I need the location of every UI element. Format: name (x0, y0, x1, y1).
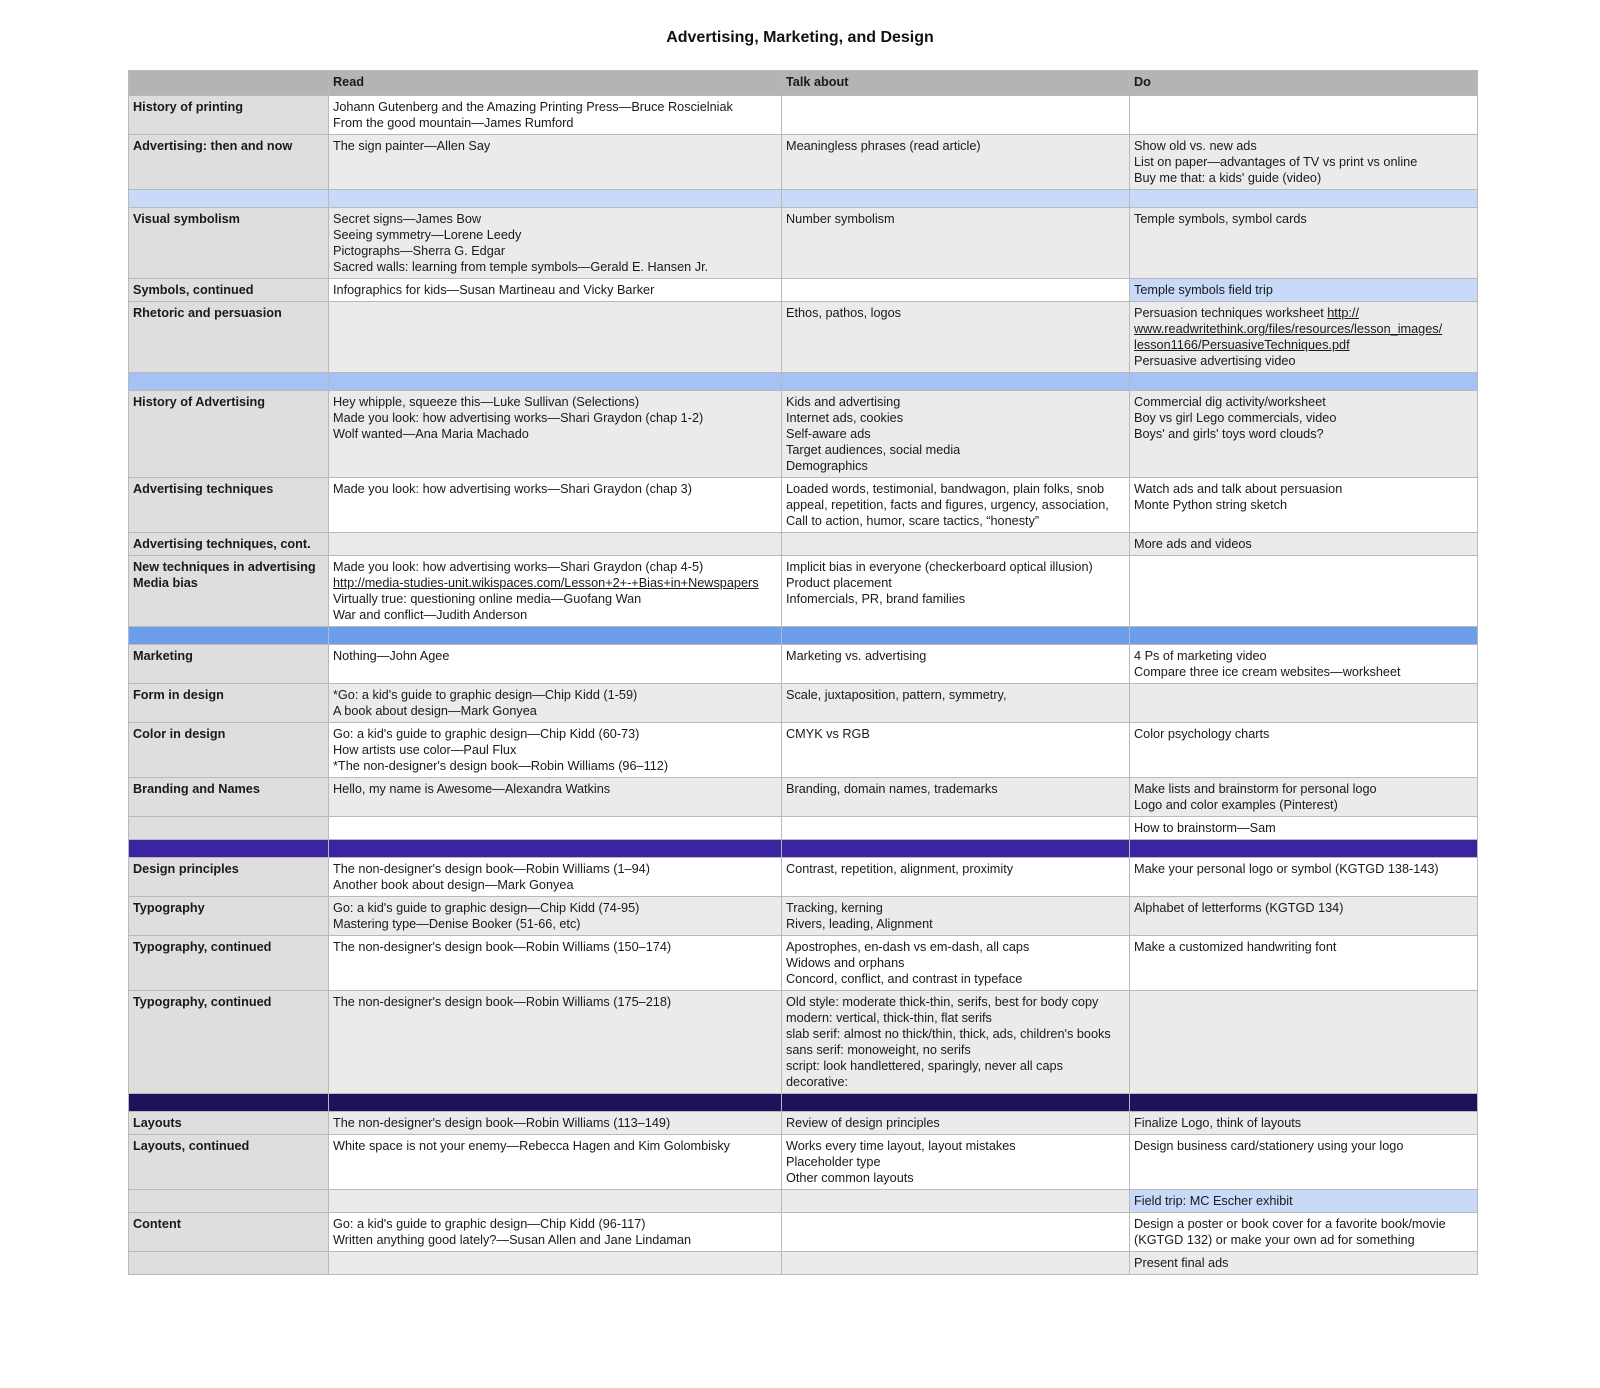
topic-line: New techniques in advertising (133, 560, 316, 574)
talk-cell (782, 817, 1130, 840)
table-body (129, 71, 1478, 1275)
talk-line: decorative: (786, 1075, 849, 1089)
do-cell (1130, 279, 1478, 302)
talk-line: Tracking, kerning (786, 901, 883, 915)
do-line: Make a customized handwriting font (1134, 940, 1337, 954)
header-row (129, 71, 1478, 96)
divider-cell (782, 1094, 1130, 1112)
topic-line: Typography, continued (133, 940, 272, 954)
do-line: Persuasion techniques worksheet http:// (1134, 306, 1359, 320)
read-line: How artists use color—Paul Flux (333, 743, 517, 757)
do-cell (1130, 96, 1478, 135)
document-title: Advertising, Marketing, and Design (666, 29, 934, 46)
read-cell (329, 817, 782, 840)
read-cell (329, 723, 782, 778)
topic-cell (129, 991, 329, 1094)
talk-cell (782, 1252, 1130, 1275)
table-row (129, 1252, 1478, 1275)
talk-line: Implicit bias in everyone (checkerboard optical illusion) (786, 560, 1093, 574)
table-row (129, 897, 1478, 936)
talk-line: CMYK vs RGB (786, 727, 870, 741)
do-line: Watch ads and talk about persuasion (1134, 482, 1343, 496)
section-divider (129, 373, 1478, 391)
talk-line: Call to action, humor, scare tactics, “honesty” (786, 514, 1040, 528)
do-cell (1130, 991, 1478, 1094)
divider-cell (782, 840, 1130, 858)
topic-cell (129, 1213, 329, 1252)
talk-line: Kids and advertising (786, 395, 901, 409)
read-cell (329, 645, 782, 684)
do-cell (1130, 478, 1478, 533)
topic-cell (129, 645, 329, 684)
topic-line: Layouts (133, 1116, 182, 1130)
topic-cell (129, 478, 329, 533)
talk-cell (782, 723, 1130, 778)
topic-line: Advertising: then and now (133, 139, 293, 153)
read-cell (329, 1213, 782, 1252)
do-cell (1130, 1213, 1478, 1252)
do-line: Make lists and brainstorm for personal logo (1134, 782, 1377, 796)
read-cell (329, 391, 782, 478)
do-line: Design business card/stationery using your logo (1134, 1139, 1404, 1153)
do-cell (1130, 1112, 1478, 1135)
table-row (129, 645, 1478, 684)
topic-cell (129, 96, 329, 135)
talk-cell (782, 645, 1130, 684)
table-row (129, 936, 1478, 991)
topic-cell (129, 135, 329, 190)
do-line: How to brainstorm—Sam (1134, 821, 1276, 835)
header-read: Read (329, 71, 782, 96)
do-line: Persuasive advertising video (1134, 354, 1296, 368)
topic-line: Branding and Names (133, 782, 260, 796)
divider-cell (129, 1094, 329, 1112)
link[interactable]: www.readwritethink.org/files/resources/lesson_images/ (1134, 322, 1443, 336)
read-line: Go: a kid's guide to graphic design—Chip Kidd (74-95) (333, 901, 640, 915)
topic-cell (129, 1135, 329, 1190)
topic-line: Advertising techniques (133, 482, 274, 496)
table-row (129, 279, 1478, 302)
read-cell (329, 897, 782, 936)
talk-cell (782, 135, 1130, 190)
read-cell (329, 1112, 782, 1135)
topic-cell (129, 684, 329, 723)
topic-line: Media bias (133, 576, 198, 590)
read-line: Virtually true: questioning online media—Guofang Wan (333, 592, 642, 606)
section-divider (129, 627, 1478, 645)
topic-line: Design principles (133, 862, 239, 876)
read-line: From the good mountain—James Rumford (333, 116, 574, 130)
topic-cell (129, 936, 329, 991)
table-row (129, 1213, 1478, 1252)
do-cell (1130, 778, 1478, 817)
do-line: List on paper—advantages of TV vs print vs online (1134, 155, 1418, 169)
table-row (129, 556, 1478, 627)
divider-cell (129, 627, 329, 645)
do-cell (1130, 684, 1478, 723)
link[interactable]: http:// (1327, 306, 1359, 320)
divider-cell (129, 190, 329, 208)
read-line: Mastering type—Denise Booker (51-66, etc) (333, 917, 581, 931)
table-row (129, 208, 1478, 279)
talk-line: Demographics (786, 459, 868, 473)
read-cell (329, 208, 782, 279)
table-row (129, 1190, 1478, 1213)
topic-cell (129, 533, 329, 556)
talk-line: Infomercials, PR, brand families (786, 592, 966, 606)
read-cell (329, 556, 782, 627)
do-cell (1130, 817, 1478, 840)
talk-line: Product placement (786, 576, 892, 590)
topic-line: Typography, continued (133, 995, 272, 1009)
do-cell (1130, 936, 1478, 991)
read-line: The non-designer's design book—Robin Williams (1–94) (333, 862, 650, 876)
divider-cell (129, 840, 329, 858)
talk-cell (782, 302, 1130, 373)
read-cell (329, 478, 782, 533)
talk-cell (782, 279, 1130, 302)
talk-line: appeal, repetition, facts and figures, urgency, association, (786, 498, 1109, 512)
read-line: Nothing—John Agee (333, 649, 450, 663)
topic-cell (129, 391, 329, 478)
talk-cell (782, 391, 1130, 478)
topic-cell (129, 208, 329, 279)
divider-cell (782, 373, 1130, 391)
do-line: 4 Ps of marketing video (1134, 649, 1267, 663)
do-line: Show old vs. new ads (1134, 139, 1257, 153)
talk-cell (782, 208, 1130, 279)
talk-line: Review of design principles (786, 1116, 940, 1130)
read-line: Written anything good lately?—Susan Allen and Jane Lindaman (333, 1233, 692, 1247)
talk-line: slab serif: almost no thick/thin, thick, ads, children's books (786, 1027, 1111, 1041)
read-line: Made you look: how advertising works—Shari Graydon (chap 1-2) (333, 411, 704, 425)
topic-cell (129, 897, 329, 936)
table-row (129, 1112, 1478, 1135)
read-line: Another book about design—Mark Gonyea (333, 878, 574, 892)
read-cell (329, 778, 782, 817)
read-line: The sign painter—Allen Say (333, 139, 491, 153)
talk-cell (782, 858, 1130, 897)
read-line: Made you look: how advertising works—Shari Graydon (chap 4-5) (333, 560, 704, 574)
read-line: Made you look: how advertising works—Shari Graydon (chap 3) (333, 482, 692, 496)
read-cell (329, 1190, 782, 1213)
talk-line: Target audiences, social media (786, 443, 961, 457)
topic-line: History of printing (133, 100, 243, 114)
topic-cell (129, 817, 329, 840)
topic-cell (129, 723, 329, 778)
read-line: The non-designer's design book—Robin Williams (150–174) (333, 940, 672, 954)
divider-cell (1130, 373, 1478, 391)
do-line: Boys' and girls' toys word clouds? (1134, 427, 1324, 441)
read-line: Hey whipple, squeeze this—Luke Sullivan (Selections) (333, 395, 640, 409)
divider-cell (329, 627, 782, 645)
talk-line: Loaded words, testimonial, bandwagon, plain folks, snob (786, 482, 1105, 496)
do-cell (1130, 135, 1478, 190)
topic-line: Content (133, 1217, 181, 1231)
divider-cell (329, 840, 782, 858)
do-line: Monte Python string sketch (1134, 498, 1288, 512)
read-line: Seeing symmetry—Lorene Leedy (333, 228, 522, 242)
read-cell (329, 279, 782, 302)
talk-cell (782, 936, 1130, 991)
do-cell (1130, 645, 1478, 684)
do-cell (1130, 723, 1478, 778)
topic-cell (129, 302, 329, 373)
table-row (129, 135, 1478, 190)
read-line: *Go: a kid's guide to graphic design—Chip Kidd (1-59) (333, 688, 638, 702)
do-cell (1130, 302, 1478, 373)
do-line: Compare three ice cream websites—worksheet (1134, 665, 1401, 679)
talk-line: Works every time layout, layout mistakes (786, 1139, 1016, 1153)
do-cell (1130, 533, 1478, 556)
read-line: The non-designer's design book—Robin Williams (175–218) (333, 995, 672, 1009)
section-divider (129, 840, 1478, 858)
read-line: Hello, my name is Awesome—Alexandra Watkins (333, 782, 611, 796)
topic-cell (129, 556, 329, 627)
talk-cell (782, 96, 1130, 135)
do-line: Alphabet of letterforms (KGTGD 134) (1134, 901, 1344, 915)
table-row (129, 96, 1478, 135)
talk-line: Widows and orphans (786, 956, 905, 970)
topic-cell (129, 1190, 329, 1213)
read-line: Secret signs—James Bow (333, 212, 482, 226)
do-line: Temple symbols, symbol cards (1134, 212, 1307, 226)
do-line: Buy me that: a kids' guide (video) (1134, 171, 1322, 185)
link[interactable]: lesson1166/PersuasiveTechniques.pdf (1134, 338, 1350, 352)
topic-line: Visual symbolism (133, 212, 240, 226)
table-row (129, 778, 1478, 817)
talk-cell (782, 1213, 1130, 1252)
do-line: Make your personal logo or symbol (KGTGD 138-143) (1134, 862, 1439, 876)
topic-cell (129, 279, 329, 302)
table-row (129, 1135, 1478, 1190)
table-row (129, 684, 1478, 723)
read-cell (329, 135, 782, 190)
talk-cell (782, 556, 1130, 627)
read-line: Sacred walls: learning from temple symbols—Gerald E. Hansen Jr. (333, 260, 709, 274)
talk-line: script: look handlettered, sparingly, never all caps (786, 1059, 1063, 1073)
do-cell (1130, 1252, 1478, 1275)
topic-line: Layouts, continued (133, 1139, 250, 1153)
topic-cell (129, 778, 329, 817)
read-line: Johann Gutenberg and the Amazing Printing Press—Bruce Roscielniak (333, 100, 733, 114)
read-cell (329, 96, 782, 135)
talk-line: sans serif: monoweight, no serifs (786, 1043, 971, 1057)
talk-line: Marketing vs. advertising (786, 649, 927, 663)
divider-cell (782, 190, 1130, 208)
talk-line: Concord, conflict, and contrast in typeface (786, 972, 1023, 986)
do-cell (1130, 1135, 1478, 1190)
link[interactable]: http://media-studies-unit.wikispaces.com/Lesson+2+-+Bias+in+Newspapers (333, 576, 759, 590)
do-line: Field trip: MC Escher exhibit (1134, 1194, 1293, 1208)
divider-cell (129, 373, 329, 391)
table-row (129, 302, 1478, 373)
divider-cell (782, 627, 1130, 645)
header-topic (129, 71, 329, 96)
topic-cell (129, 858, 329, 897)
read-line: Pictographs—Sherra G. Edgar (333, 244, 506, 258)
do-line: Color psychology charts (1134, 727, 1270, 741)
do-cell (1130, 897, 1478, 936)
do-line: Commercial dig activity/worksheet (1134, 395, 1326, 409)
talk-line: Old style: moderate thick-thin, serifs, best for body copy (786, 995, 1099, 1009)
table-row (129, 991, 1478, 1094)
topic-line: Symbols, continued (133, 283, 254, 297)
header-do: Do (1130, 71, 1478, 96)
do-cell (1130, 858, 1478, 897)
talk-line: Scale, juxtaposition, pattern, symmetry, (786, 688, 1007, 702)
table-row (129, 478, 1478, 533)
read-line: Go: a kid's guide to graphic design—Chip Kidd (96-117) (333, 1217, 646, 1231)
talk-cell (782, 778, 1130, 817)
table-row (129, 391, 1478, 478)
divider-cell (1130, 627, 1478, 645)
do-line: Present final ads (1134, 1256, 1229, 1270)
talk-cell (782, 1135, 1130, 1190)
read-line: The non-designer's design book—Robin Williams (113–149) (333, 1116, 671, 1130)
divider-cell (1130, 190, 1478, 208)
read-line: White space is not your enemy—Rebecca Hagen and Kim Golombisky (333, 1139, 731, 1153)
divider-cell (329, 190, 782, 208)
divider-cell (1130, 840, 1478, 858)
table-row (129, 817, 1478, 840)
topic-cell (129, 1252, 329, 1275)
read-line: *The non-designer's design book—Robin Williams (96–112) (333, 759, 669, 773)
talk-line: Self-aware ads (786, 427, 871, 441)
talk-cell (782, 1112, 1130, 1135)
talk-cell (782, 897, 1130, 936)
read-cell (329, 936, 782, 991)
read-line: War and conflict—Judith Anderson (333, 608, 528, 622)
talk-cell (782, 478, 1130, 533)
read-cell (329, 991, 782, 1094)
do-line: Logo and color examples (Pinterest) (1134, 798, 1338, 812)
header-talk-about: Talk about (782, 71, 1130, 96)
table-row (129, 723, 1478, 778)
talk-cell (782, 1190, 1130, 1213)
talk-line: Internet ads, cookies (786, 411, 904, 425)
talk-line: Ethos, pathos, logos (786, 306, 901, 320)
do-line: Design a poster or book cover for a favorite book/movie (1134, 1217, 1446, 1231)
talk-line: Rivers, leading, Alignment (786, 917, 933, 931)
curriculum-table (128, 70, 1478, 1275)
do-cell (1130, 208, 1478, 279)
do-line: (KGTGD 132) or make your own ad for something (1134, 1233, 1415, 1247)
read-line: Wolf wanted—Ana Maria Machado (333, 427, 529, 441)
table-row (129, 533, 1478, 556)
topic-line: Typography (133, 901, 205, 915)
section-divider (129, 1094, 1478, 1112)
read-cell (329, 1252, 782, 1275)
topic-line: Marketing (133, 649, 193, 663)
read-cell (329, 684, 782, 723)
table-row (129, 858, 1478, 897)
topic-line: Color in design (133, 727, 226, 741)
topic-cell (129, 1112, 329, 1135)
read-cell (329, 302, 782, 373)
topic-line: Advertising techniques, cont. (133, 537, 311, 551)
do-cell (1130, 391, 1478, 478)
talk-line: Other common layouts (786, 1171, 914, 1185)
do-line: More ads and videos (1134, 537, 1252, 551)
divider-cell (1130, 1094, 1478, 1112)
read-cell (329, 1135, 782, 1190)
read-line: A book about design—Mark Gonyea (333, 704, 537, 718)
do-cell (1130, 1190, 1478, 1213)
do-line: Finalize Logo, think of layouts (1134, 1116, 1302, 1130)
talk-cell (782, 684, 1130, 723)
divider-cell (329, 373, 782, 391)
read-line: Go: a kid's guide to graphic design—Chip Kidd (60-73) (333, 727, 640, 741)
topic-line: Rhetoric and persuasion (133, 306, 282, 320)
talk-line: Placeholder type (786, 1155, 881, 1169)
topic-line: History of Advertising (133, 395, 266, 409)
talk-line: Number symbolism (786, 212, 895, 226)
talk-line: Apostrophes, en-dash vs em-dash, all caps (786, 940, 1030, 954)
talk-cell (782, 991, 1130, 1094)
divider-cell (329, 1094, 782, 1112)
talk-line: modern: vertical, thick-thin, flat serifs (786, 1011, 992, 1025)
talk-line: Contrast, repetition, alignment, proximity (786, 862, 1014, 876)
section-divider (129, 190, 1478, 208)
do-line: Boy vs girl Lego commercials, video (1134, 411, 1337, 425)
read-cell (329, 858, 782, 897)
do-cell (1130, 556, 1478, 627)
read-cell (329, 533, 782, 556)
talk-line: Branding, domain names, trademarks (786, 782, 998, 796)
talk-line: Meaningless phrases (read article) (786, 139, 981, 153)
do-line: Temple symbols field trip (1134, 283, 1273, 297)
topic-line: Form in design (133, 688, 224, 702)
talk-cell (782, 533, 1130, 556)
read-line: Infographics for kids—Susan Martineau and Vicky Barker (333, 283, 655, 297)
